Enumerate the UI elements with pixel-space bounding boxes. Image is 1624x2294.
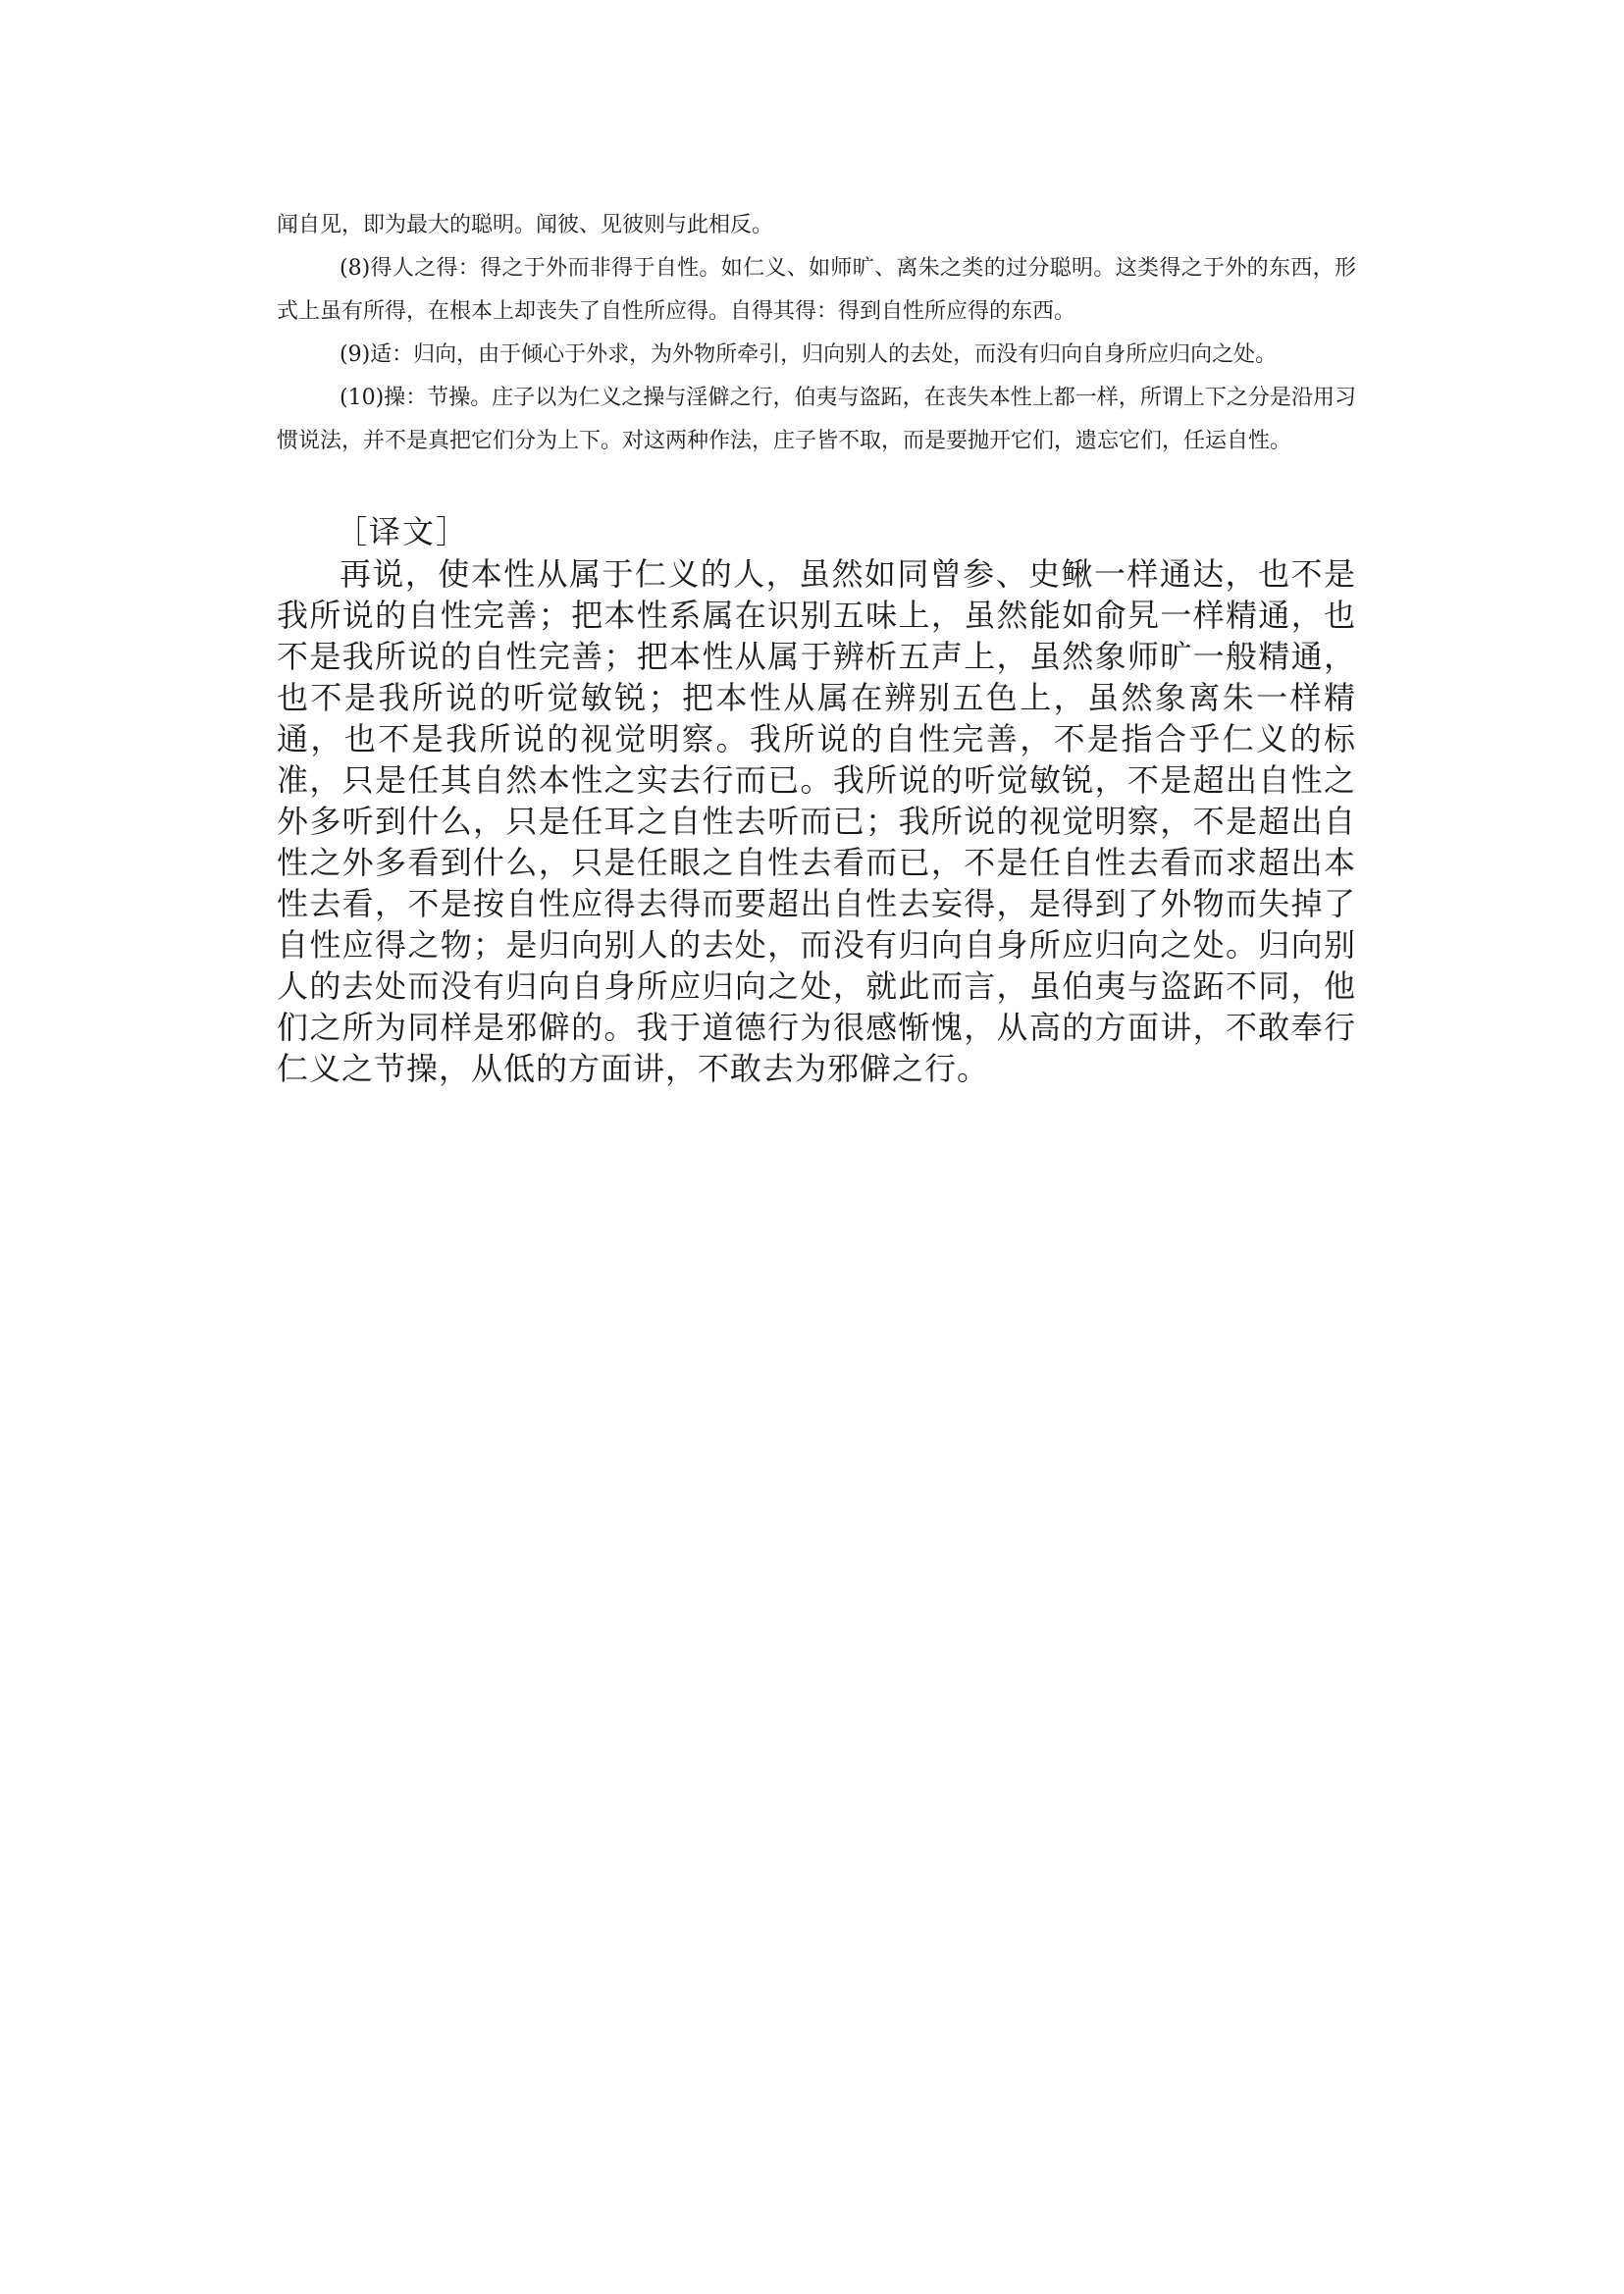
translation-section [277,512,1356,1089]
note-10: (10)操：节操。庄子以为仁义之操与淫僻之行，伯夷与盗跖，在丧失本性上都一样，所谓上下之分是沿用习惯说法，并不是真把它们分为上下。对这两种作法，庄子皆不取，而是要抛开它们，遗忘它们，任运自性。 [277,386,1356,453]
note-continuation: 闻自见，即为最大的聪明。闻彼、见彼则与此相反。 [277,213,774,237]
annotations-section [277,204,1356,463]
translation-heading: ［译文］ [336,513,470,550]
document-page [277,204,1356,1089]
translation-body: 再说，使本性从属于仁义的人，虽然如同曾参、史鳅一样通达，也不是我所说的自性完善；把本性系属在识别五味上，虽然能如俞旯一样精通，也不是我所说的自性完善；把本性从属于辨析五声上，虽然象师旷一般精通，也不是我所说的听觉敏锐；把本性从属在辨别五色上，虽然象离朱一样精通，也不是我所说的视觉明察。我所说的自性完善，不是指合乎仁义的标准，只是任其自然本性之实去行而已。我所说的听觉敏锐，不是超出自性之外多听到什么，只是任耳之自性去听而已；我所说的视觉明察，不是超出自性之外多看到什么，只是任眼之自性去看而已，不是任自性去看而求超出本性去看，不是按自性应得去得而要超出自性去妄得，是得到了外物而失掉了自性应得之物；是归向别人的去处，而没有归向自身所应归向之处。归向别人的去处而没有归向自身所应归向之处，就此而言，虽伯夷与盗跖不同，他们之所为同样是邪僻的。我于道德行为很感惭愧，从高的方面讲，不敢奉行仁义之节操，从低的方面讲，不敢去为邪僻之行。 [277,555,1356,1087]
note-8: (8)得人之得：得之于外而非得于自性。如仁义、如师旷、离朱之类的过分聪明。这类得之于外的东西，形式上虽有所得，在根本上却丧失了自性所应得。自得其得：得到自性所应得的东西。 [277,256,1356,324]
note-9: (9)适：归向，由于倾心于外求，为外物所牵引，归向别人的去处，而没有归向自身所应归向之处。 [340,342,1278,367]
